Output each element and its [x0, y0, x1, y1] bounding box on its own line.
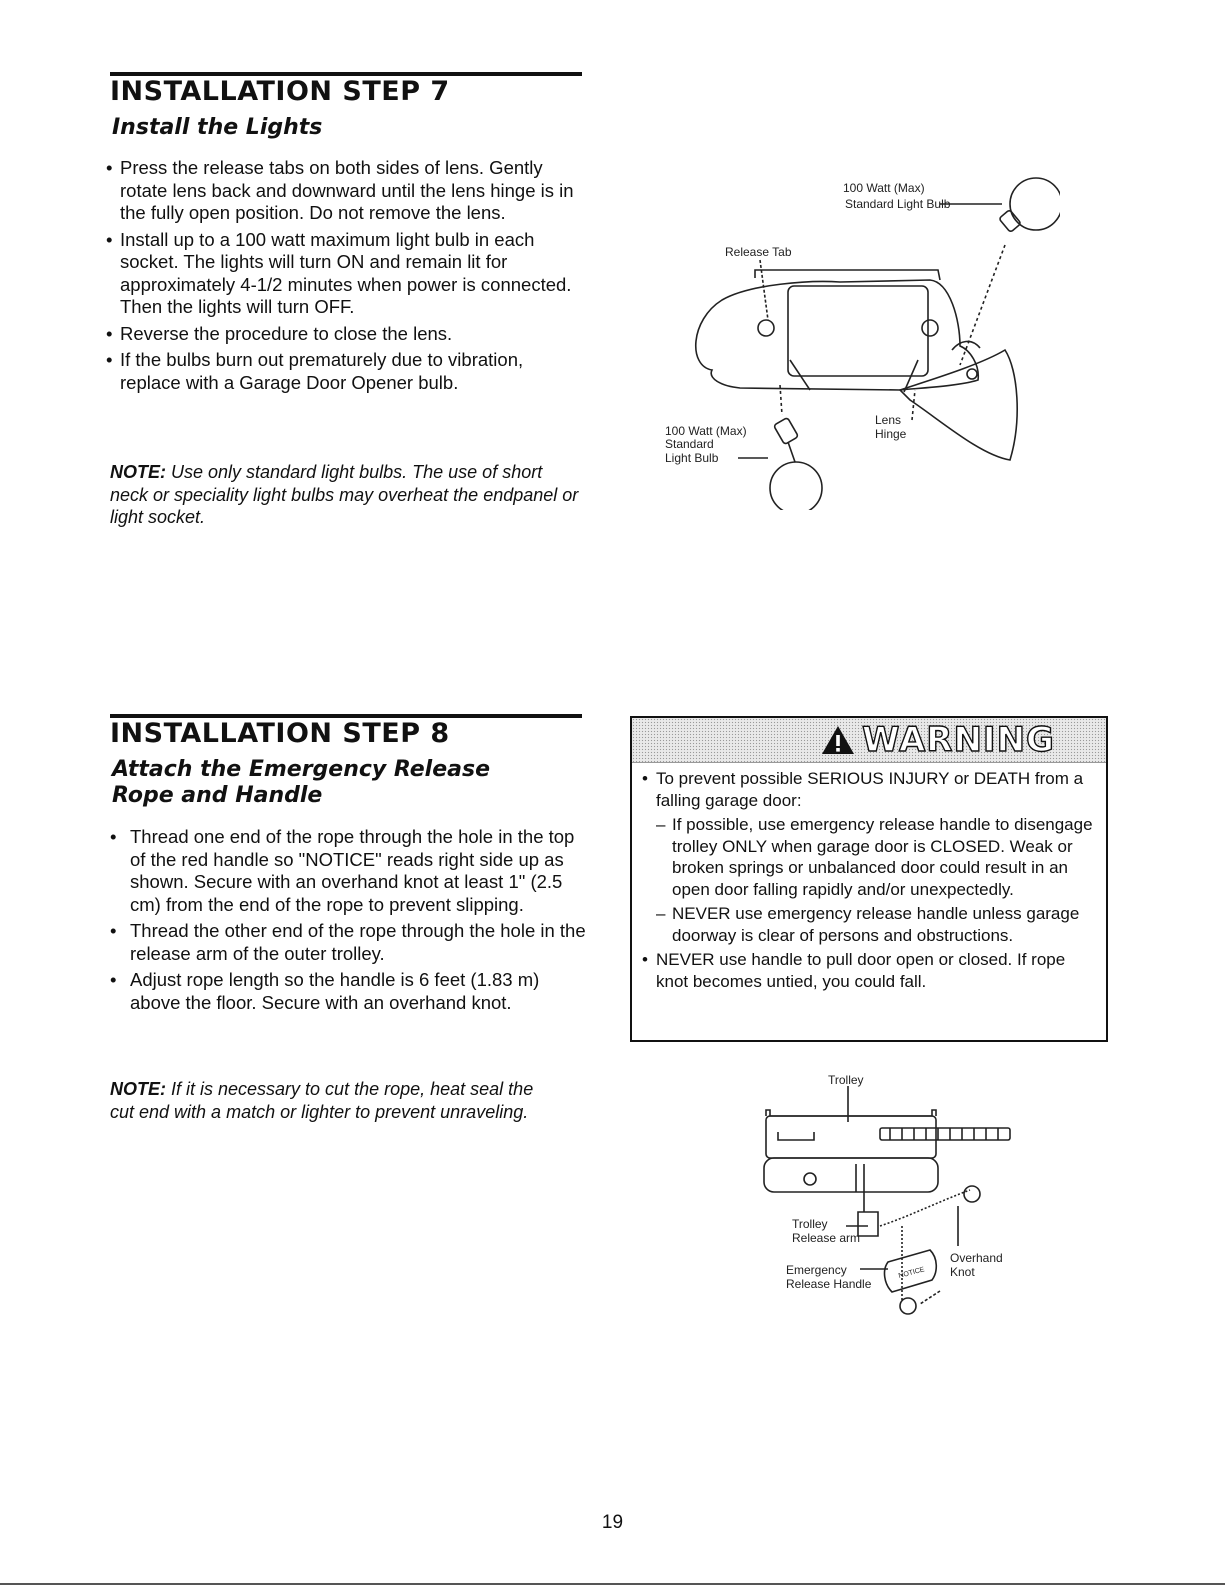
step7-bullet: • Install up to a 100 watt maximum light bulb in each socket. The lights will turn ON and remain lit for approximately 4-1/2 minutes when power is connected. Then the lights will turn OFF. [106, 229, 586, 319]
diagram-label: Light Bulb [665, 451, 719, 465]
step7-note-text: Use only standard light bulbs. The use of short neck or speciality light bulbs may overheat the endpanel or light socket. [110, 462, 579, 527]
step8-subtitle-line1: Attach the Emergency Release [112, 757, 491, 782]
step7-subtitle: Install the Lights [112, 115, 323, 140]
diagram-label: Release arm [792, 1231, 861, 1245]
step7-title: INSTALLATION STEP 7 [110, 76, 450, 107]
step7-bullet: • Press the release tabs on both sides of lens. Gently rotate lens back and downward until the lens hinge is in the fully open position. Do not remove the lens. [106, 157, 586, 225]
socket-icon [922, 320, 938, 336]
bulb-top-icon [1010, 178, 1060, 230]
step7-note-label: NOTE: [110, 462, 166, 482]
lens-open [900, 350, 1017, 460]
trolley-body [766, 1116, 936, 1158]
diagram-label: Overhand [950, 1251, 1003, 1265]
handle-notice-text: NOTICE [897, 1266, 926, 1280]
diagram-label: Trolley [828, 1073, 864, 1087]
diagram-label: Release Handle [786, 1277, 872, 1291]
step8-title: INSTALLATION STEP 8 [110, 718, 450, 749]
diagram-label: 100 Watt (Max) [665, 424, 747, 438]
knot-icon [964, 1186, 980, 1202]
warning-body [642, 768, 1096, 995]
diagram-label: Hinge [875, 427, 907, 441]
warning-subitem: – If possible, use emergency release handle to disengage trolley ONLY when garage door is CLOSED. Weak or broken springs or unbalanced door could result in an open door falling rapidly and/or unexpectedly. [642, 814, 1096, 900]
step8-note [110, 1078, 560, 1123]
diagram-label: Standard [665, 437, 714, 451]
step8-bullets [110, 826, 586, 1018]
diagram-label: Release Tab [725, 245, 792, 259]
warning-triangle-icon [820, 724, 856, 756]
warning-subitem: – NEVER use emergency release handle unless garage doorway is clear of persons and obstructions. [642, 903, 1096, 946]
step8-bullet: • Thread the other end of the rope through the hole in the release arm of the outer trolley. [110, 920, 586, 965]
page-number: 19 [601, 1512, 624, 1533]
light-lens-diagram [660, 170, 1060, 510]
trolley-top [766, 1110, 936, 1116]
warning-item: • NEVER use handle to pull door open or closed. If rope knot becomes untied, you could fall. [642, 949, 1096, 992]
step8-bullet: • Thread one end of the rope through the hole in the top of the red handle so "NOTICE" reads right side up as shown. Secure with an overhand knot at least 1" (2.5 cm) from the end of the rope to prevent slipping. [110, 826, 586, 916]
warning-item: • To prevent possible SERIOUS INJURY or DEATH from a falling garage door: [642, 768, 1096, 811]
warning-title-wrap [820, 718, 1055, 762]
opener-housing [696, 280, 978, 390]
warning-title: WARNING [862, 720, 1055, 760]
warning-box [630, 716, 1108, 1042]
release-arm [858, 1192, 878, 1236]
trolley-diagram [760, 1066, 1060, 1346]
step8-subtitle-line2: Rope and Handle [112, 783, 323, 808]
diagram-label: Emergency [786, 1263, 847, 1277]
socket-icon [758, 320, 774, 336]
step8-note-label: NOTE: [110, 1079, 166, 1099]
step7-bullet: • If the bulbs burn out prematurely due to vibration, replace with a Garage Door Opener bulb. [106, 349, 586, 394]
step7-note [110, 461, 580, 529]
step7-bullets [106, 157, 586, 398]
knot-icon [900, 1298, 916, 1314]
step8-note-text: If it is necessary to cut the rope, heat seal the cut end with a match or lighter to prevent unraveling. [110, 1079, 534, 1122]
diagram-label: Standard Light Bulb [845, 197, 951, 211]
step7-bullet: • Reverse the procedure to close the lens. [106, 323, 586, 346]
bulb-left-icon [770, 462, 822, 510]
diagram-label: Trolley [792, 1217, 828, 1231]
step8-bullet: • Adjust rope length so the handle is 6 feet (1.83 m) above the floor. Secure with an overhand knot. [110, 969, 586, 1014]
diagram-label: Lens [875, 413, 902, 427]
diagram-label: 100 Watt (Max) [843, 181, 925, 195]
diagram-label: Knot [950, 1265, 975, 1279]
